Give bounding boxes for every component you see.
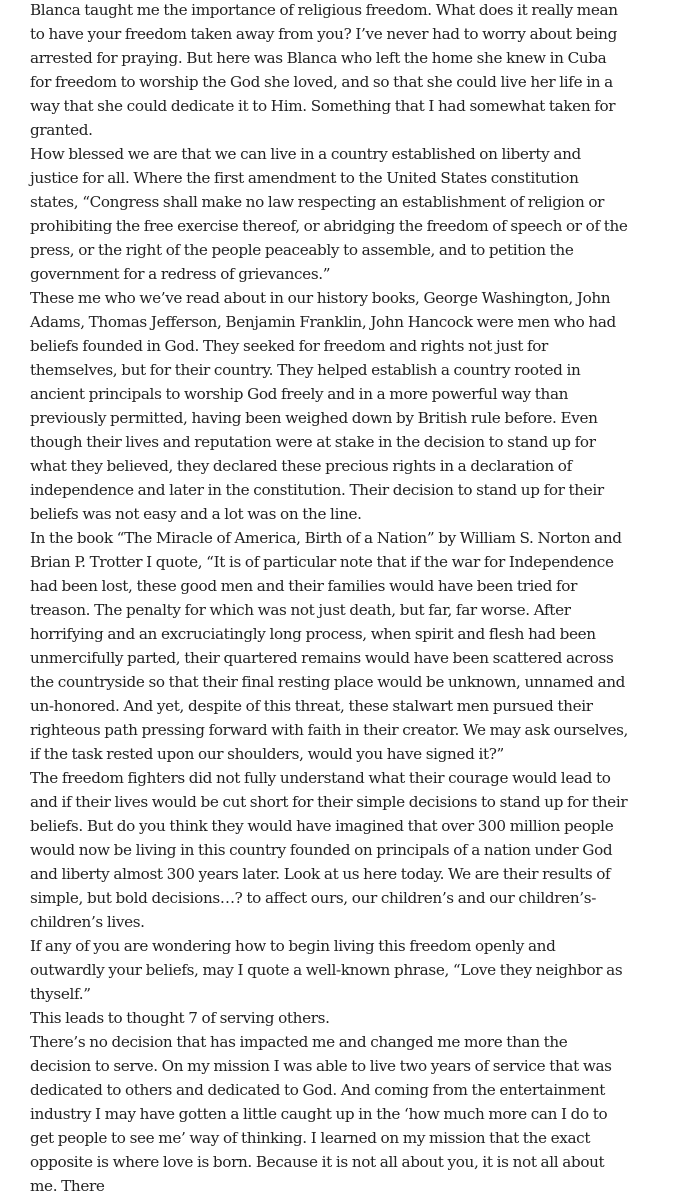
paragraph-religious-freedom: Blanca taught me the importance of religious freedom. What does it really mean to have your freedom taken away from you? I’ve never had to worry about being arrested for praying. But here was Blanca who left the home she knew in Cuba for freedom to worship the God she loved, and so that she could live her life in a way that she could dedicate it to Him. Something that I had somewhat taken for granted. [30, 1, 618, 139]
paragraph-freedom-fighters: The freedom fighters did not fully understand what their courage would lead to and if their lives would be cut short for their simple decisions to stand up for their beliefs. But do you think they would have imagined that over 300 million people would now be living in this country founded on principals of a nation under God and liberty almost 300 years later. Look at us here today. We are their results of simple, but bold decisions…? to affect ours, our children’s and our children’s-children’s lives. [30, 769, 628, 931]
paragraph-decision-to-serve: There’s no decision that has impacted me and changed me more than the decision to serve. On my mission I was able to live two years of service that was dedicated to others and dedicated to God. And coming from the entertainment industry I may have gotten a little caught up in the ‘how much more can I do to get people to see me’ way of thinking. I learned on my mission that the exact opposite is where love is born. Because it is not all about you, it is not all about me. There [30, 1033, 612, 1195]
paragraph-first-amendment: How blessed we are that we can live in a country established on liberty and justice for all. Where the first amendment to the United States constitution states, “Congress shall make no law respecting an establishment of religion or prohibiting the free exercise thereof, or abridging the freedom of speech or of the press, or the right of the people peaceably to assemble, and to petition the government for a redress of grievances.” [30, 145, 628, 283]
paragraph-founding-fathers: These me who we’ve read about in our history books, George Washington, John Adams, Thomas Jefferson, Benjamin Franklin, John Hancock were men who had beliefs founded in God. They seeked for freedom and rights not just for themselves, but for their country. They helped establish a country rooted in ancient principals to worship God freely and in a more powerful way than previously permitted, having been weighed down by British rule before. Even though their lives and reputation were at stake in the decision to stand up for what they believed, they declared these precious rights in a declaration of independence and later in the constitution. Their decision to stand up for their beliefs was not easy and a lot was on the line. [30, 289, 616, 523]
paragraph-love-neighbor: If any of you are wondering how to begin living this freedom openly and outwardly your beliefs, may I quote a well-known phrase, “Love they neighbor as thyself.” [30, 937, 623, 1003]
paragraph-book-quote: In the book “The Miracle of America, Birth of a Nation” by William S. Norton and Brian P. Trotter I quote, “It is of particular note that if the war for Independence had been lost, these good men and their families would have been tried for treason. The penalty for which was not just death, but far, far worse. After horrifying and an excruciatingly long process, when spirit and flesh had been unmercifully parted, their quartered remains would have been scattered across the countryside so that their final resting place would be unknown, unnamed and un-honored. And yet, despite of this threat, these stalwart men pursued their righteous path pressing forward with faith in their creator. We may ask ourselves, if the task rested upon our shoulders, would you have signed it?” [30, 529, 629, 763]
paragraph-thought-seven: This leads to thought 7 of serving others. [30, 1009, 330, 1027]
article-body [30, 0, 630, 1198]
